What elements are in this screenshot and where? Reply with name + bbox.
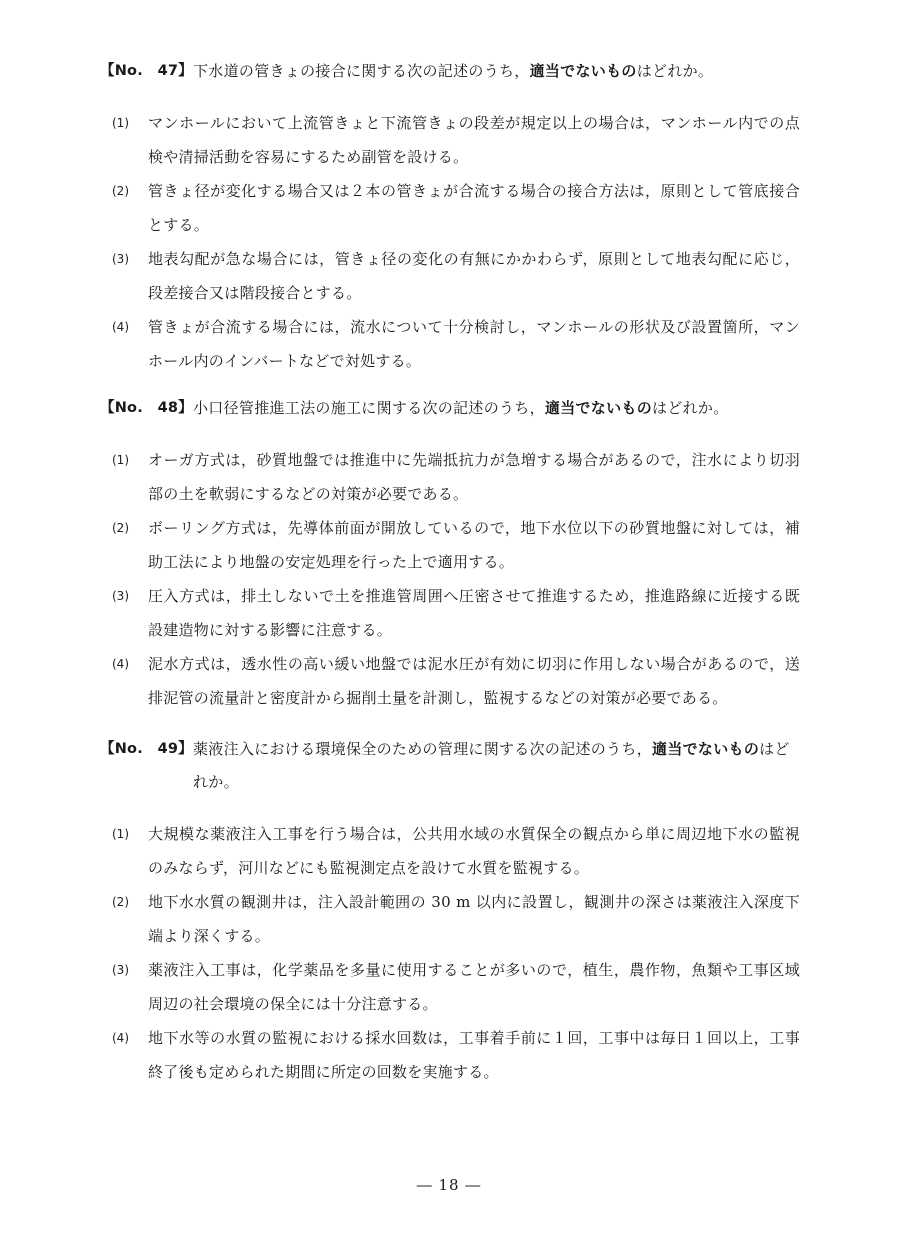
- option-text: 管きょが合流する場合には，流水について十分検討し，マンホールの形状及び設置箇所，マンホール内のインバートなどで対処する。: [148, 318, 800, 370]
- question-stem: [193, 55, 800, 88]
- question-header: [100, 392, 800, 425]
- option-item: [112, 511, 800, 579]
- option-item: [112, 1021, 800, 1089]
- option-item: [112, 174, 800, 242]
- option-number: (4): [112, 1031, 129, 1045]
- option-text: ボーリング方式は，先導体前面が開放しているので，地下水位以下の砂質地盤に対しては，補助工法により地盤の安定処理を行った上で適用する。: [148, 519, 800, 571]
- option-text: 圧入方式は，排土しないで土を推進管周囲へ圧密させて推進するため，推進路線に近接する既設建造物に対する影響に注意する。: [148, 587, 800, 639]
- option-item: [112, 443, 800, 511]
- stem-text: 小口径管推進工法の施工に関する次の記述のうち，: [193, 399, 545, 417]
- option-text: マンホールにおいて上流管きょと下流管きょの段差が規定以上の場合は，マンホール内での点検や清掃活動を容易にするため副管を設ける。: [148, 114, 800, 166]
- option-number: (1): [112, 453, 129, 467]
- option-number: (3): [112, 589, 129, 603]
- stem-emphasis: 適当でないもの: [529, 62, 637, 80]
- option-text: 管きょ径が変化する場合又は２本の管きょが合流する場合の接合方法は，原則として管底接合とする。: [148, 182, 800, 234]
- question-49: [100, 733, 800, 1089]
- stem-text-end: はどれか。: [193, 740, 790, 791]
- option-item: [112, 242, 800, 310]
- option-item: [112, 310, 800, 378]
- option-number: (4): [112, 320, 129, 334]
- option-number: (1): [112, 827, 129, 841]
- option-text: オーガ方式は，砂質地盤では推進中に先端抵抗力が急増する場合があるので，注水により切羽部の土を軟弱にするなどの対策が必要である。: [148, 451, 800, 503]
- option-text: 泥水方式は，透水性の高い緩い地盤では泥水圧が有効に切羽に作用しない場合があるので，送排泥管の流量計と密度計から掘削土量を計測し，監視するなどの対策が必要である。: [148, 655, 800, 707]
- question-header: [100, 733, 800, 799]
- option-number: (2): [112, 521, 129, 535]
- option-item: [112, 953, 800, 1021]
- option-list: [100, 817, 800, 1089]
- option-list: [100, 443, 800, 715]
- question-stem: [193, 733, 800, 799]
- option-item: [112, 647, 800, 715]
- page-number: ― 18 ―: [416, 1176, 482, 1194]
- question-48: [100, 392, 800, 715]
- stem-emphasis: 適当でないもの: [544, 399, 653, 417]
- option-text: 地下水水質の観測井は，注入設計範囲の 30 m 以内に設置し，観測井の深さは薬液注入深度下端より深くする。: [148, 893, 800, 945]
- option-number: (3): [112, 963, 129, 977]
- option-text: 薬液注入工事は，化学薬品を多量に使用することが多いので，植生，農作物，魚類や工事区域周辺の社会環境の保全には十分注意する。: [148, 961, 800, 1013]
- stem-text-end: はどれか。: [636, 62, 714, 80]
- option-number: (2): [112, 184, 129, 198]
- option-item: [112, 817, 800, 885]
- question-header: [100, 55, 800, 88]
- option-list: [100, 106, 800, 378]
- question-stem: [193, 392, 800, 425]
- option-number: (1): [112, 116, 129, 130]
- stem-text: 下水道の管きょの接合に関する次の記述のうち，: [193, 62, 530, 80]
- option-text: 地表勾配が急な場合には，管きょ径の変化の有無にかかわらず，原則として地表勾配に応じ，段差接合又は階段接合とする。: [148, 250, 800, 302]
- stem-text-end: はどれか。: [652, 399, 729, 417]
- option-number: (2): [112, 895, 129, 909]
- option-item: [112, 579, 800, 647]
- question-number: 【No. 48】: [100, 400, 193, 416]
- stem-text: 薬液注入における環境保全のための管理に関する次の記述のうち，: [193, 740, 653, 758]
- option-number: (3): [112, 252, 129, 266]
- option-number: (4): [112, 657, 129, 671]
- option-text: 地下水等の水質の監視における採水回数は，工事着手前に１回，工事中は毎日１回以上，工事終了後も定められた期間に所定の回数を実施する。: [148, 1029, 800, 1081]
- question-47: [100, 55, 800, 378]
- option-item: [112, 885, 800, 953]
- question-number: 【No. 49】: [100, 741, 193, 757]
- stem-emphasis: 適当でないもの: [652, 740, 760, 758]
- option-item: [112, 106, 800, 174]
- question-number: 【No. 47】: [100, 63, 193, 79]
- option-text: 大規模な薬液注入工事を行う場合は，公共用水域の水質保全の観点から単に周辺地下水の監視のみならず，河川などにも監視測定点を設けて水質を監視する。: [148, 825, 800, 877]
